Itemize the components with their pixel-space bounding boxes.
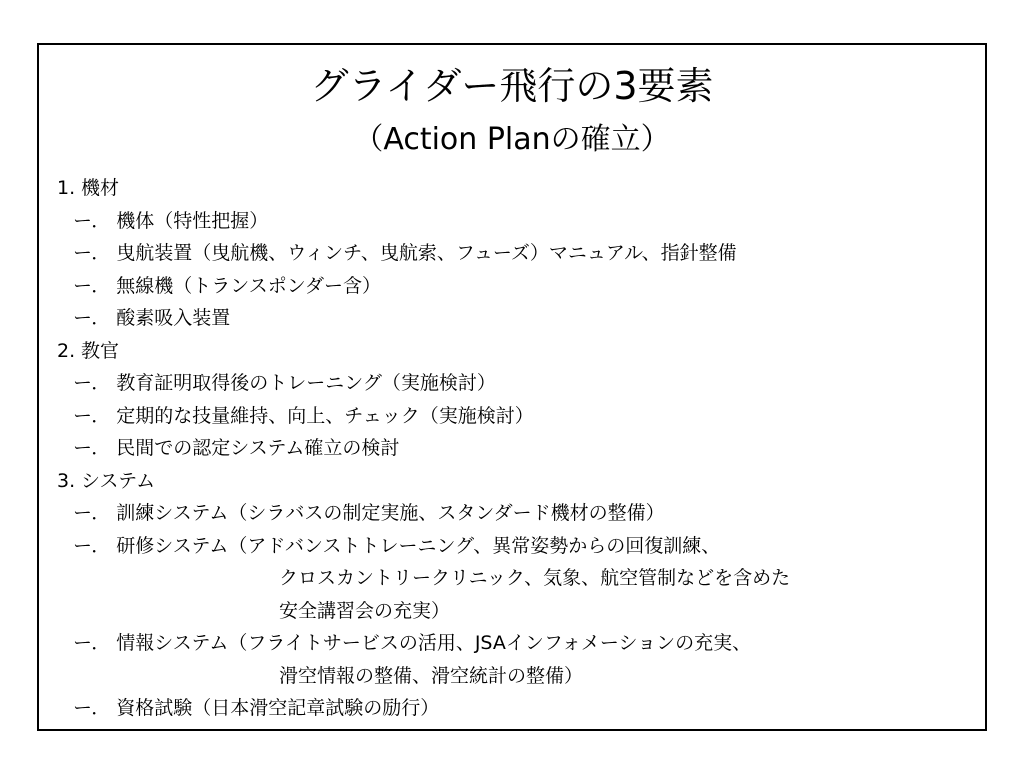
list-item-continuation: クロスカントリークリニック、気象、航空管制などを含めた bbox=[279, 567, 791, 589]
list-item-text: 酸素吸入装置 bbox=[116, 307, 231, 329]
list-item bbox=[57, 237, 957, 270]
section-heading bbox=[57, 335, 957, 368]
list-item bbox=[57, 270, 957, 303]
list-item-text: 民間での認定システム確立の検討 bbox=[116, 437, 400, 459]
list-item-continuation: 滑空情報の整備、滑空統計の整備） bbox=[279, 664, 584, 687]
list-item bbox=[57, 400, 957, 433]
list-item-continuation: 安全講習会の充実） bbox=[279, 599, 451, 622]
list-item bbox=[57, 302, 957, 335]
section-number: 3. bbox=[57, 469, 76, 492]
list-item bbox=[57, 627, 957, 660]
list-item bbox=[57, 530, 957, 563]
list-item-text: 情報システム（フライトサービスの活用、JSAインフォメーションの充実、 bbox=[116, 632, 752, 654]
section-label: システム bbox=[81, 469, 156, 492]
slide-subtitle: （Action Planの確立） bbox=[353, 122, 671, 157]
list-item-text: 資格試験（日本滑空記章試験の励行） bbox=[116, 697, 440, 719]
list-item-text: 教育証明取得後のトレーニング（実施検討） bbox=[116, 372, 496, 394]
section-number: 2. bbox=[57, 339, 76, 362]
bullet-dash: ー． bbox=[73, 437, 111, 459]
bullet-dash: ー． bbox=[73, 372, 111, 394]
list-item-text: 定期的な技量維持、向上、チェック（実施検討） bbox=[116, 404, 534, 427]
bullet-dash: ー． bbox=[73, 502, 111, 524]
bullet-dash: ー． bbox=[73, 632, 111, 654]
bullet-dash: ー． bbox=[73, 404, 111, 427]
section-label: 教官 bbox=[81, 339, 120, 362]
bullet-dash: ー． bbox=[73, 534, 111, 557]
list-item bbox=[57, 432, 957, 465]
section-heading bbox=[57, 172, 957, 205]
section-label: 機材 bbox=[81, 177, 120, 199]
list-item-text: 研修システム（アドバンストトレーニング、異常姿勢からの回復訓練、 bbox=[116, 534, 721, 557]
list-item bbox=[57, 367, 957, 400]
list-item-text: 無線機（トランスポンダー含） bbox=[116, 274, 381, 297]
section-number: 1. bbox=[57, 177, 76, 199]
bullet-dash: ー． bbox=[73, 242, 111, 264]
list-item bbox=[57, 692, 957, 725]
bullet-dash: ー． bbox=[73, 274, 111, 297]
list-item bbox=[57, 205, 957, 238]
outline-list bbox=[57, 172, 957, 725]
list-item bbox=[57, 497, 957, 530]
list-item-text: 曳航装置（曳航機、ウィンチ、曳航索、フューズ）マニュアル、指針整備 bbox=[116, 242, 737, 264]
list-item-text: 機体（特性把握） bbox=[116, 209, 269, 232]
slide-title: グライダー飛行の3要素 bbox=[310, 64, 714, 108]
section-heading bbox=[57, 465, 957, 498]
bullet-dash: ー． bbox=[73, 209, 111, 232]
bullet-dash: ー． bbox=[73, 307, 111, 329]
list-item-text: 訓練システム（シラバスの制定実施、スタンダード機材の整備） bbox=[116, 502, 665, 524]
bullet-dash: ー． bbox=[73, 697, 111, 719]
